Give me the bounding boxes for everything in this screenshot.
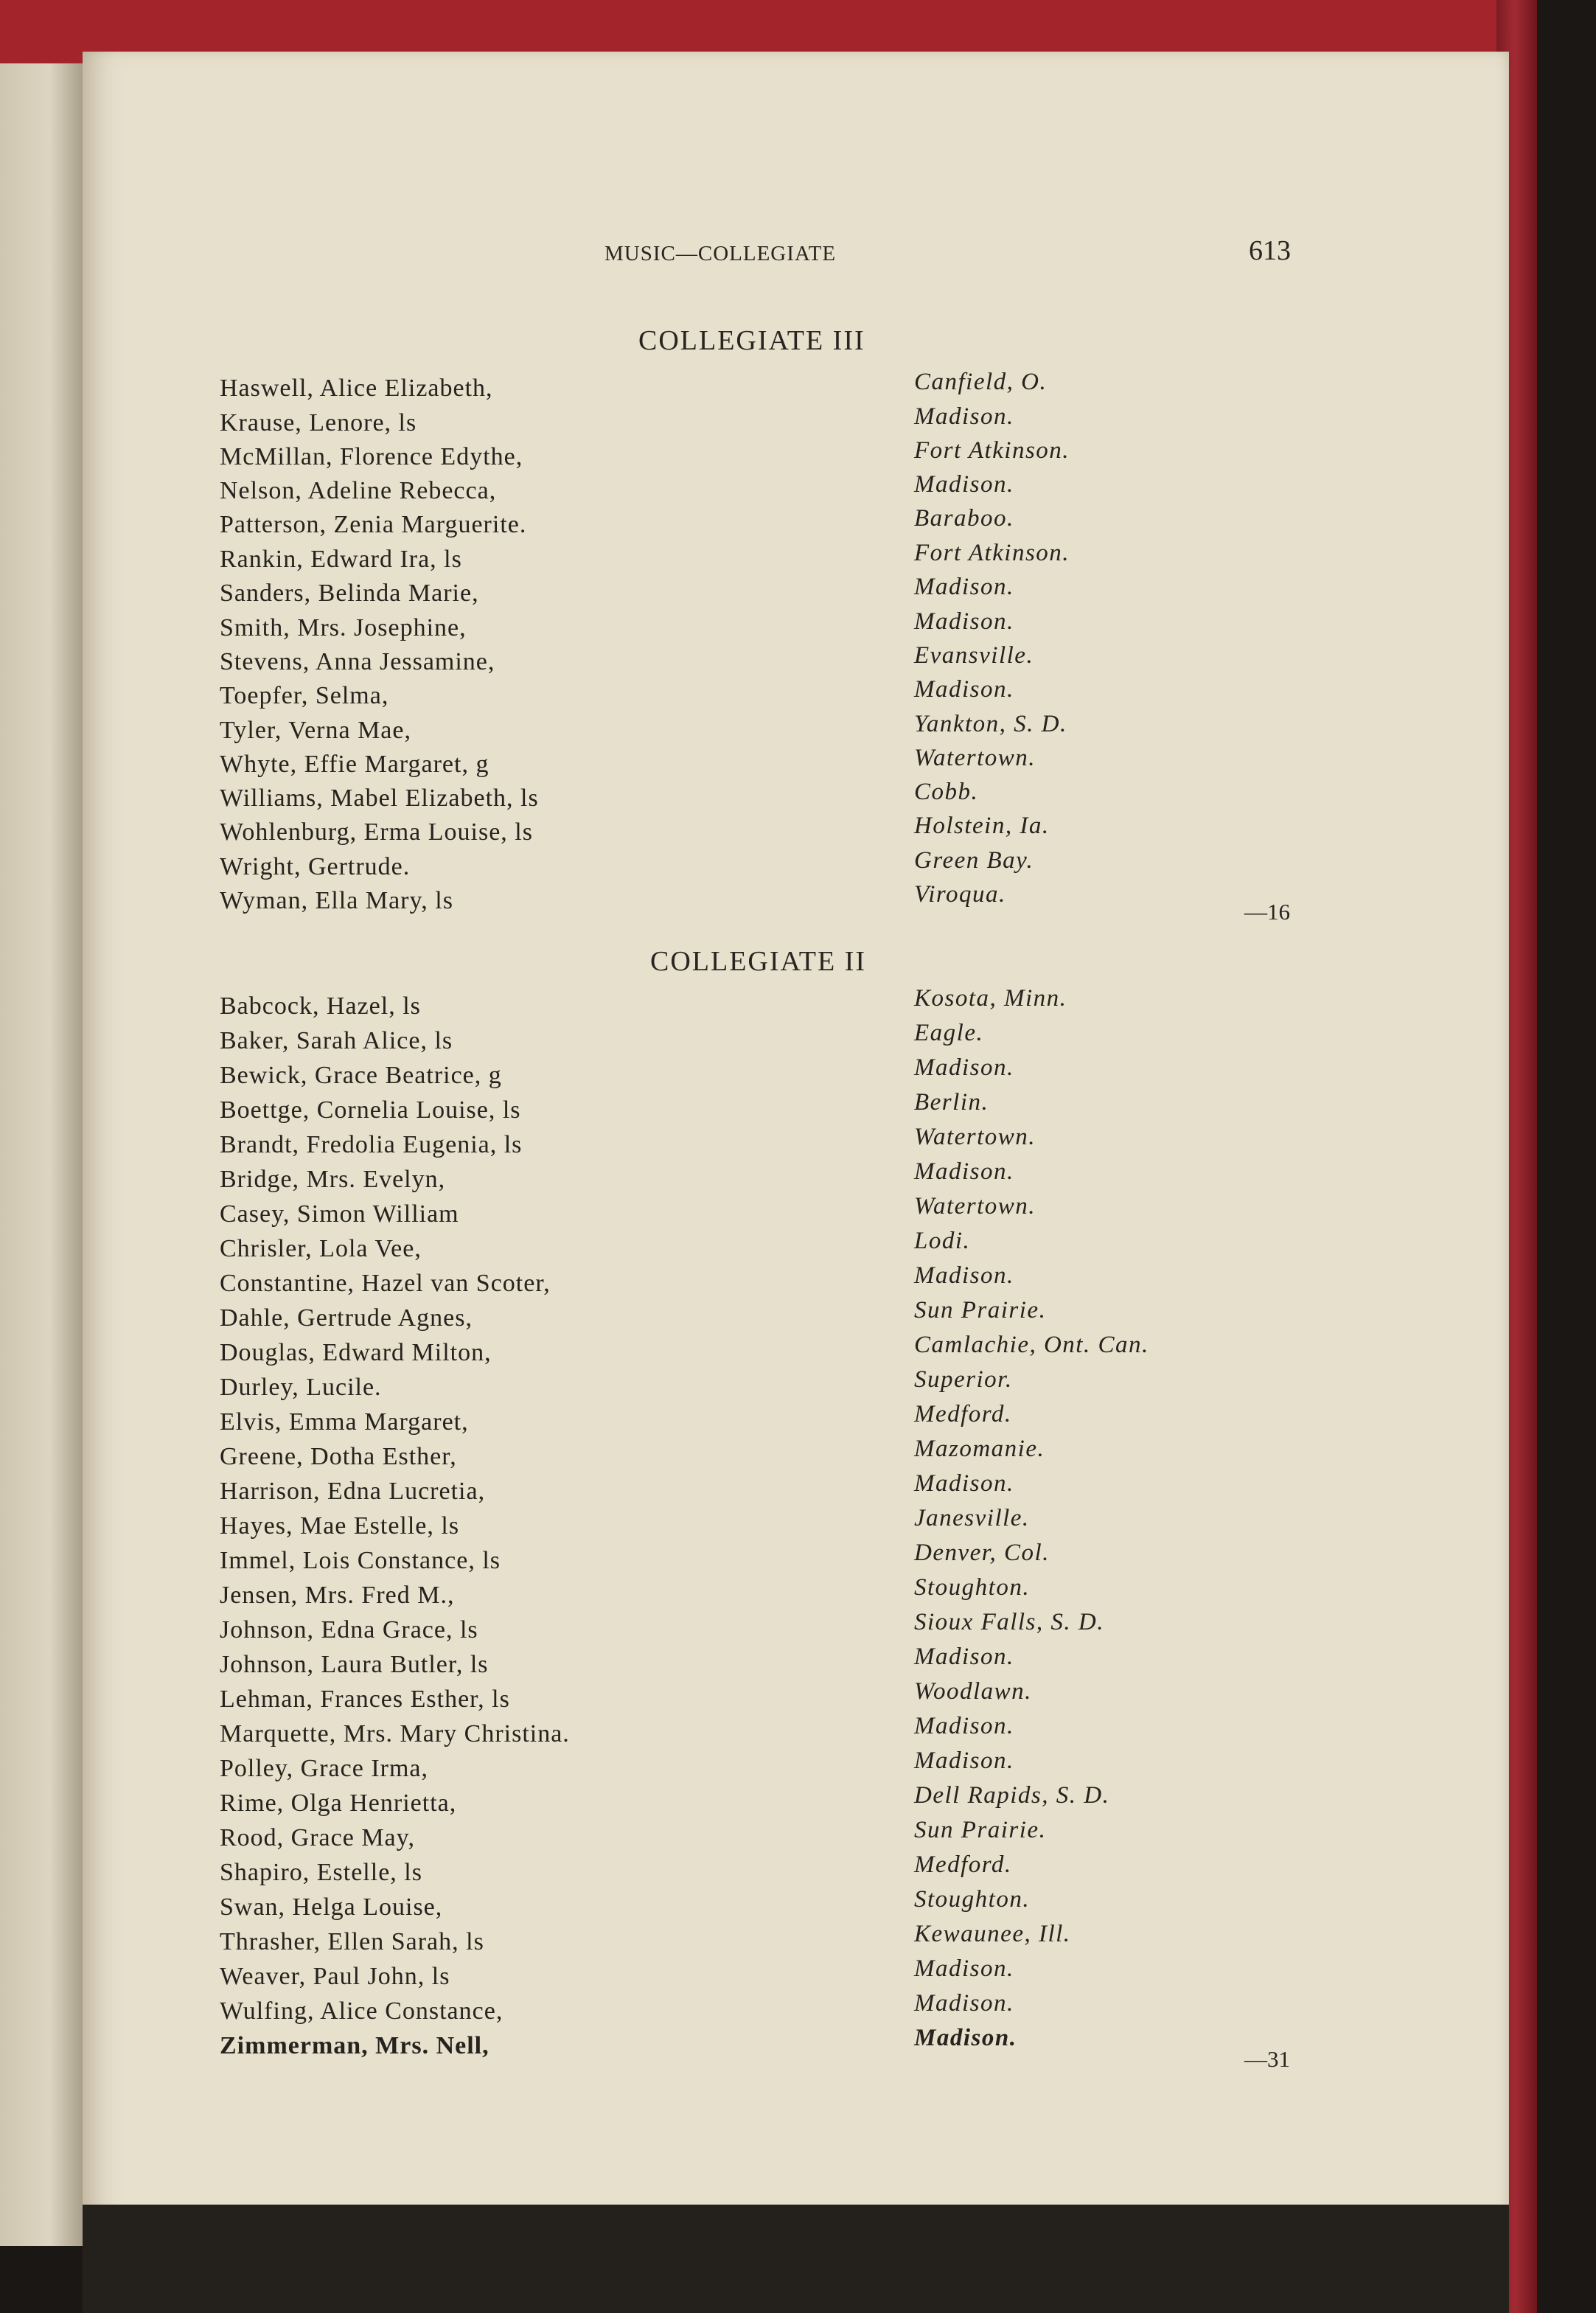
student-town: Madison. [914,1470,1014,1497]
student-name: Zimmerman, Mrs. Nell, [220,2032,489,2059]
student-name: Whyte, Effie Margaret, g [220,751,489,778]
student-town: Fort Atkinson. [914,437,1070,464]
student-name: Constantine, Hazel van Scoter, [220,1270,551,1297]
student-town: Madison. [914,574,1014,600]
section-count-collegiate-ii: —31 [1244,2046,1290,2072]
student-name: Sanders, Belinda Marie, [220,580,479,607]
student-town: Yankton, S. D. [914,711,1067,737]
student-town: Madison. [914,1747,1014,1774]
student-name: Boettge, Cornelia Louise, ls [220,1096,521,1124]
student-name: Weaver, Paul John, ls [220,1963,450,1990]
section-heading-collegiate-ii: COLLEGIATE II [650,946,866,977]
student-town: Mazomanie. [914,1436,1045,1462]
student-town: Superior. [914,1366,1013,1393]
student-name: Shapiro, Estelle, ls [220,1859,422,1886]
student-name: Bewick, Grace Beatrice, g [220,1062,502,1089]
student-town: Medford. [914,1851,1012,1878]
student-town: Madison. [914,2025,1017,2051]
student-town: Sioux Falls, S. D. [914,1609,1104,1635]
student-town: Camlachie, Ont. Can. [914,1332,1149,1358]
student-town: Madison. [914,403,1014,430]
student-town: Eagle. [914,1020,984,1046]
page-number: 613 [1249,235,1291,266]
student-name: Lehman, Frances Esther, ls [220,1686,510,1713]
student-name: Toepfer, Selma, [220,682,389,709]
student-town: Madison. [914,1262,1014,1289]
student-name: Wyman, Ella Mary, ls [220,887,453,914]
student-town: Stoughton. [914,1886,1031,1913]
student-name: Douglas, Edward Milton, [220,1339,492,1366]
student-name: Wohlenburg, Erma Louise, ls [220,818,533,846]
student-town: Dell Rapids, S. D. [914,1782,1110,1809]
student-town: Madison. [914,1054,1014,1081]
student-name: Thrasher, Ellen Sarah, ls [220,1928,484,1955]
student-name: Krause, Lenore, ls [220,409,417,436]
student-town: Watertown. [914,1124,1036,1150]
student-town: Fort Atkinson. [914,540,1070,566]
student-town: Kewaunee, Ill. [914,1921,1071,1947]
student-town: Madison. [914,608,1014,635]
student-name: Casey, Simon William [220,1200,459,1228]
facing-page-edge [0,63,83,2246]
student-name: Durley, Lucile. [220,1374,382,1401]
student-name: Patterson, Zenia Marguerite. [220,511,527,538]
student-town: Baraboo. [914,505,1014,532]
student-town: Canfield, O. [914,369,1048,395]
student-name: Harrison, Edna Lucretia, [220,1478,486,1505]
student-name: Smith, Mrs. Josephine, [220,614,467,641]
student-town: Medford. [914,1401,1012,1427]
student-name: Brandt, Fredolia Eugenia, ls [220,1131,523,1158]
student-town: Stoughton. [914,1574,1031,1601]
student-town: Holstein, Ia. [914,813,1050,839]
student-name: Wulfing, Alice Constance, [220,1997,503,2025]
student-name: Williams, Mabel Elizabeth, ls [220,785,539,812]
student-name: Nelson, Adeline Rebecca, [220,477,497,504]
student-name: Marquette, Mrs. Mary Christina. [220,1720,570,1747]
student-name: Johnson, Edna Grace, ls [220,1616,478,1644]
student-town: Watertown. [914,745,1036,771]
section-heading-collegiate-iii: COLLEGIATE III [638,325,865,356]
student-name: Rime, Olga Henrietta, [220,1789,457,1817]
student-name: Rood, Grace May, [220,1824,415,1851]
running-head: MUSIC—COLLEGIATE [604,242,837,265]
section-count-collegiate-iii: —16 [1244,899,1290,925]
student-town: Madison. [914,1713,1014,1739]
student-town: Denver, Col. [914,1540,1050,1566]
student-town: Madison. [914,676,1014,703]
student-town: Evansville. [914,642,1034,669]
student-name: Haswell, Alice Elizabeth, [220,375,493,402]
student-name: Elvis, Emma Margaret, [220,1408,469,1436]
student-town: Viroqua. [914,881,1006,908]
student-town: Sun Prairie. [914,1297,1047,1324]
student-name: Chrisler, Lola Vee, [220,1235,422,1262]
student-name: Greene, Dotha Esther, [220,1443,457,1470]
student-name: Rankin, Edward Ira, ls [220,546,462,573]
student-town: Watertown. [914,1193,1036,1220]
student-name: Bridge, Mrs. Evelyn, [220,1166,446,1193]
student-town: Madison. [914,1158,1014,1185]
student-name: Wright, Gertrude. [220,853,411,880]
student-name: Stevens, Anna Jessamine, [220,648,495,675]
student-town: Janesville. [914,1505,1030,1531]
student-town: Madison. [914,1990,1014,2017]
student-name: Swan, Helga Louise, [220,1893,443,1921]
student-town: Madison. [914,471,1014,498]
page-bottom-shadow [83,2205,1509,2313]
student-town: Lodi. [914,1228,971,1254]
student-town: Kosota, Minn. [914,985,1067,1012]
student-name: Polley, Grace Irma, [220,1755,429,1782]
student-name: McMillan, Florence Edythe, [220,443,523,470]
student-name: Dahle, Gertrude Agnes, [220,1304,473,1332]
student-name: Johnson, Laura Butler, ls [220,1651,489,1678]
student-town: Sun Prairie. [914,1817,1047,1843]
student-name: Jensen, Mrs. Fred M., [220,1582,455,1609]
student-town: Madison. [914,1955,1014,1982]
student-name: Tyler, Verna Mae, [220,717,411,744]
student-town: Green Bay. [914,847,1034,874]
student-name: Babcock, Hazel, ls [220,992,421,1020]
student-town: Woodlawn. [914,1678,1032,1705]
student-town: Madison. [914,1644,1014,1670]
student-name: Hayes, Mae Estelle, ls [220,1512,460,1540]
student-name: Immel, Lois Constance, ls [220,1547,501,1574]
student-town: Cobb. [914,779,979,805]
student-name: Baker, Sarah Alice, ls [220,1027,453,1054]
student-town: Berlin. [914,1089,989,1116]
